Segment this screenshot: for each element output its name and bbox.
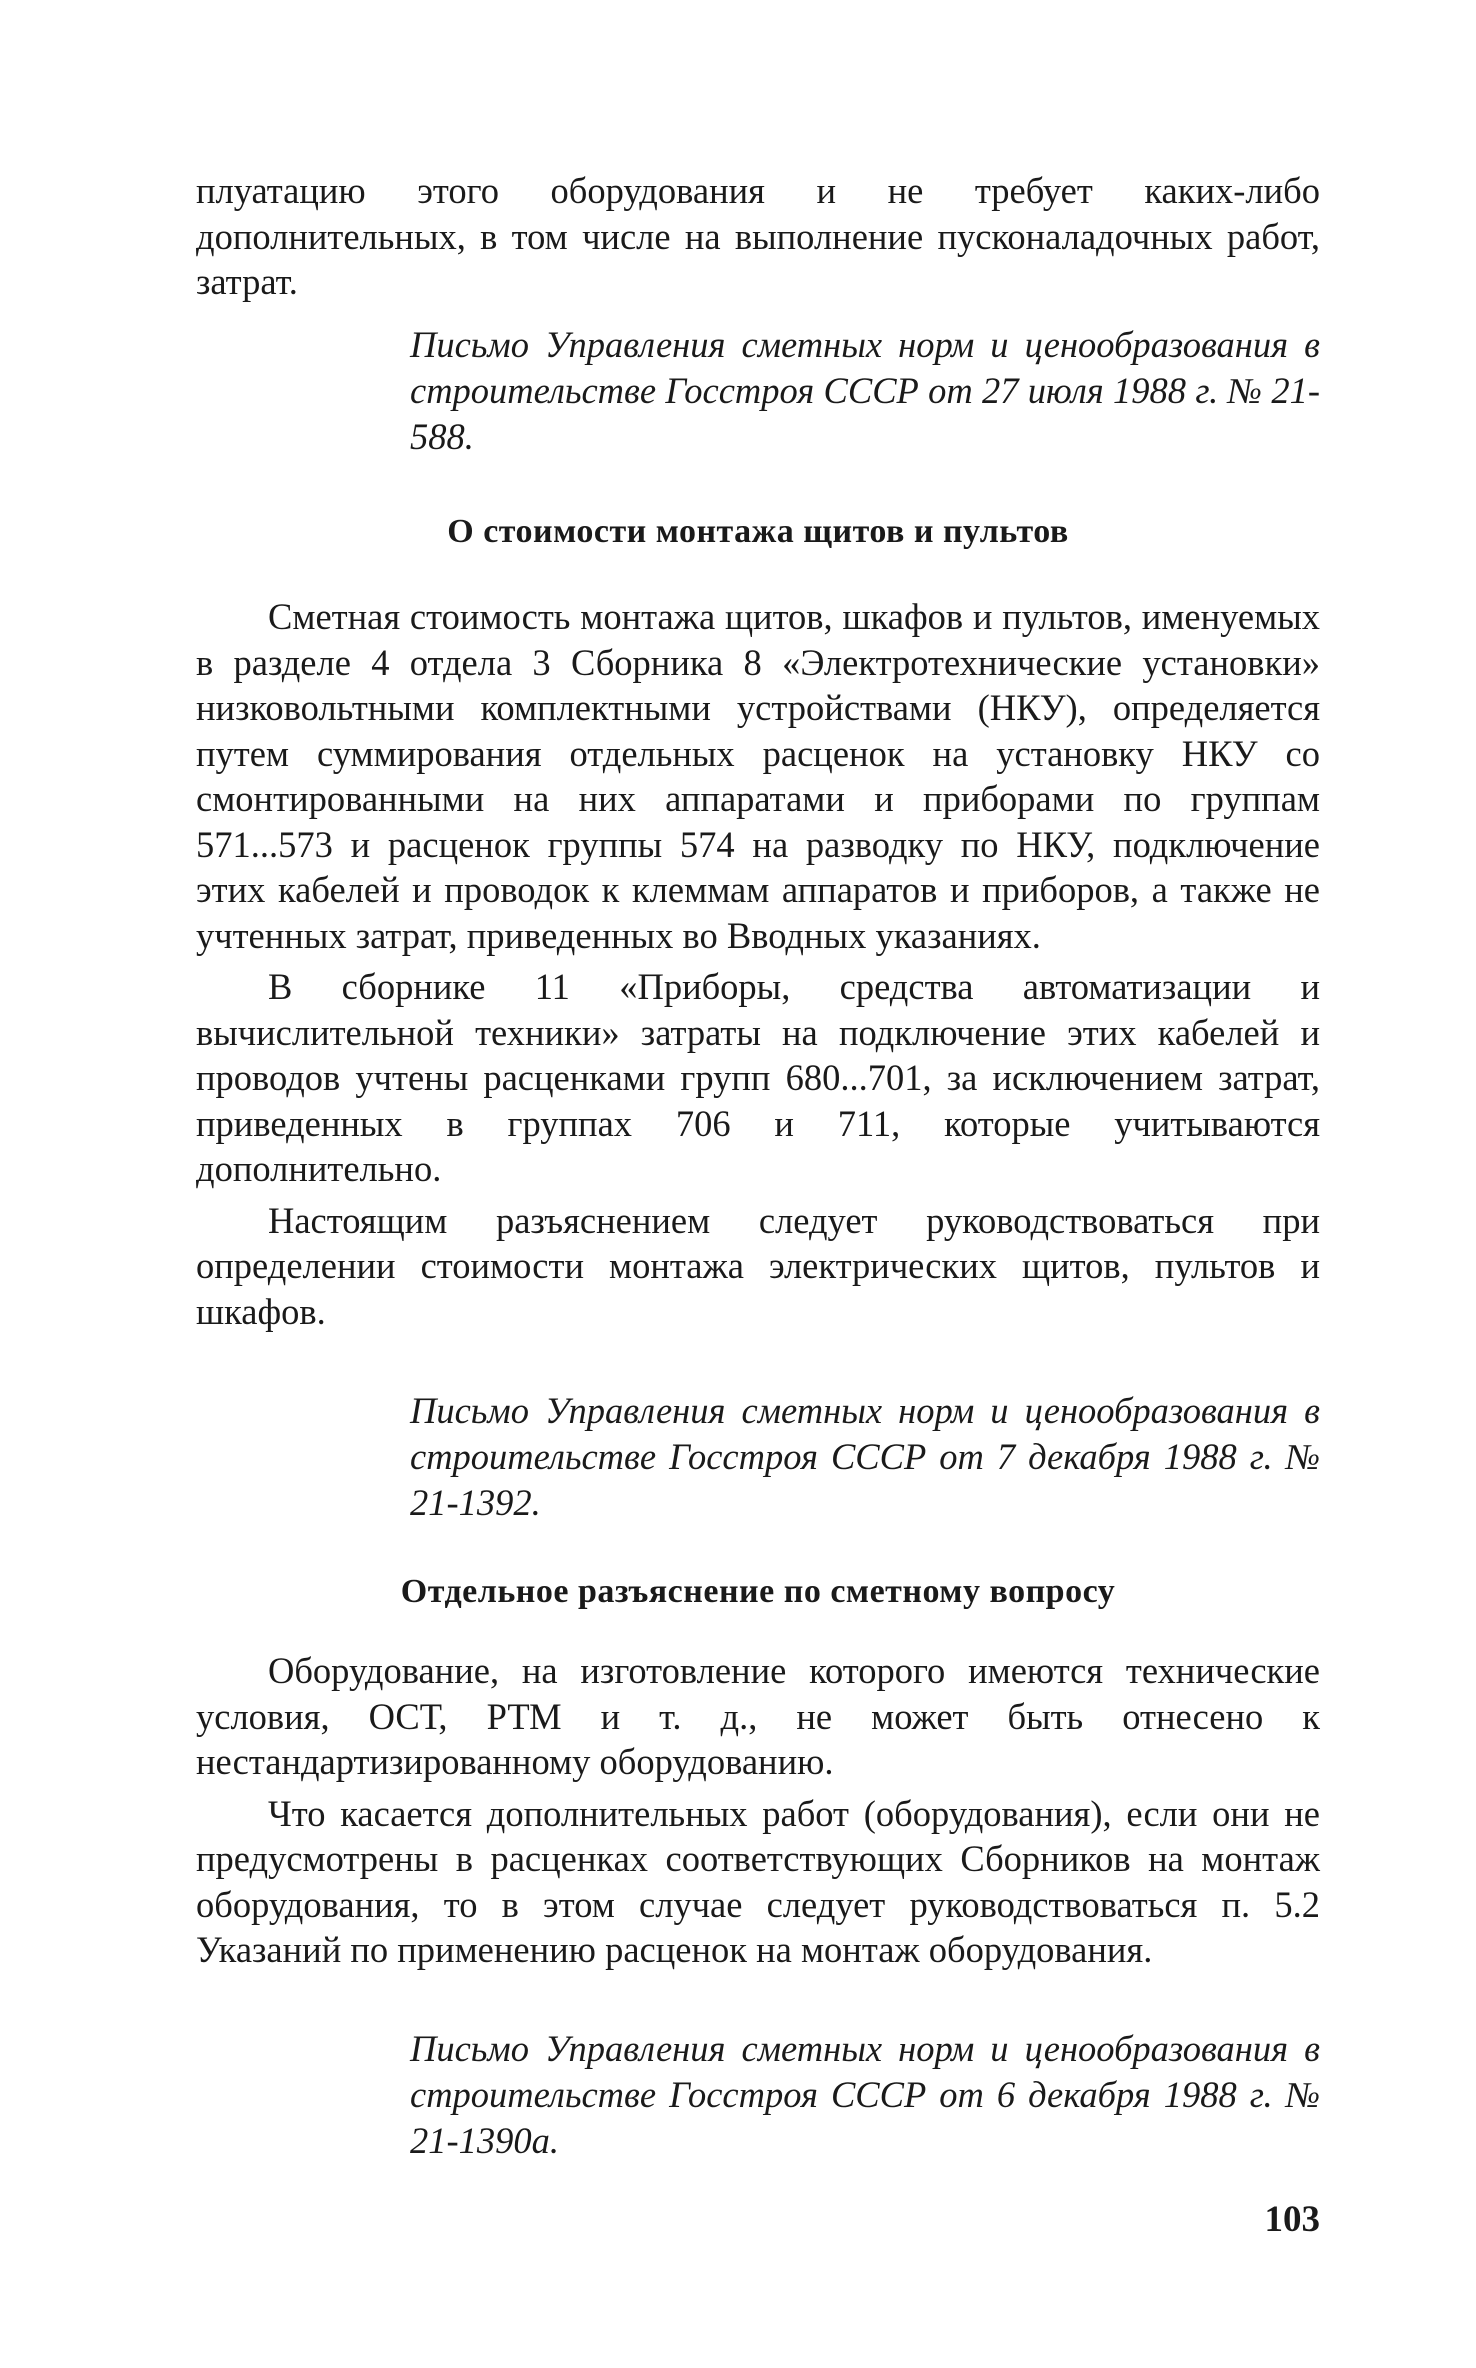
section2-paragraph-2: Что касается дополнительных работ (оборудования), если они не предусмотрены в расценках соответствующих Сборников на монтаж оборудования, то в этом случае следует руководствоваться п. 5.2 Указаний по применению расценок на монтаж оборудования.	[196, 1792, 1320, 1970]
section2-source-citation: Письмо Управления сметных норм и ценообразования в строительстве Госстроя СССР от 6 декабря 1988 г. № 21-1390а.	[410, 2028, 1320, 2161]
section1-paragraph-2: В сборнике 11 «Приборы, средства автоматизации и вычислительной техники» затраты на подключение этих кабелей и проводов учтены расценками групп 680...701, за исключением затрат, приведенных в группах 706 и 711, которые учитываются дополнительно.	[196, 966, 1320, 1189]
section2-heading-block	[196, 1570, 1320, 1614]
section1-heading-block	[196, 510, 1320, 554]
intro-source-block	[196, 322, 1320, 460]
page-number: 103	[1264, 2199, 1320, 2240]
intro-block	[196, 168, 1320, 305]
section1-source-citation: Письмо Управления сметных норм и ценообразования в строительстве Госстроя СССР от 7 декабря 1988 г. № 21-1392.	[410, 1390, 1320, 1523]
section2-paragraph-1: Оборудование, на изготовление которого имеются технические условия, ОСТ, РТМ и т. д., не может быть отнесено к нестандартизированному оборудованию.	[196, 1650, 1320, 1782]
intro-paragraph: плуатацию этого оборудования и не требует каких-либо дополнительных, в том числе на выполнение пусконаладочных работ, затрат.	[196, 170, 1320, 302]
intro-source-citation: Письмо Управления сметных норм и ценообразования в строительстве Госстроя СССР от 27 июля 1988 г. № 21-588.	[410, 324, 1320, 457]
section1-source-block	[196, 1388, 1320, 1526]
section1-body	[196, 594, 1320, 1334]
section2-body	[196, 1648, 1320, 1973]
section1-paragraph-1: Сметная стоимость монтажа щитов, шкафов и пультов, именуемых в разделе 4 отдела 3 Сборника 8 «Электротехнические установки» низковольтными комплектными устройствами (НКУ), определяется путем суммирования отдельных расценок на установку НКУ со смонтированными на них аппаратами и приборами по группам 571...573 и расценок группы 574 на разводку по НКУ, подключение этих кабелей и проводок к клеммам аппаратов и приборов, а также не учтенных затрат, приведенных во Вводных указаниях.	[196, 596, 1320, 956]
section2-source-block	[196, 2026, 1320, 2164]
section1-paragraph-3: Настоящим разъяснением следует руководствоваться при определении стоимости монтажа электрических щитов, пультов и шкафов.	[196, 1199, 1320, 1332]
section1-heading: О стоимости монтажа щитов и пультов	[447, 513, 1069, 550]
section2-heading: Отдельное разъяснение по сметному вопросу	[400, 1573, 1116, 1610]
